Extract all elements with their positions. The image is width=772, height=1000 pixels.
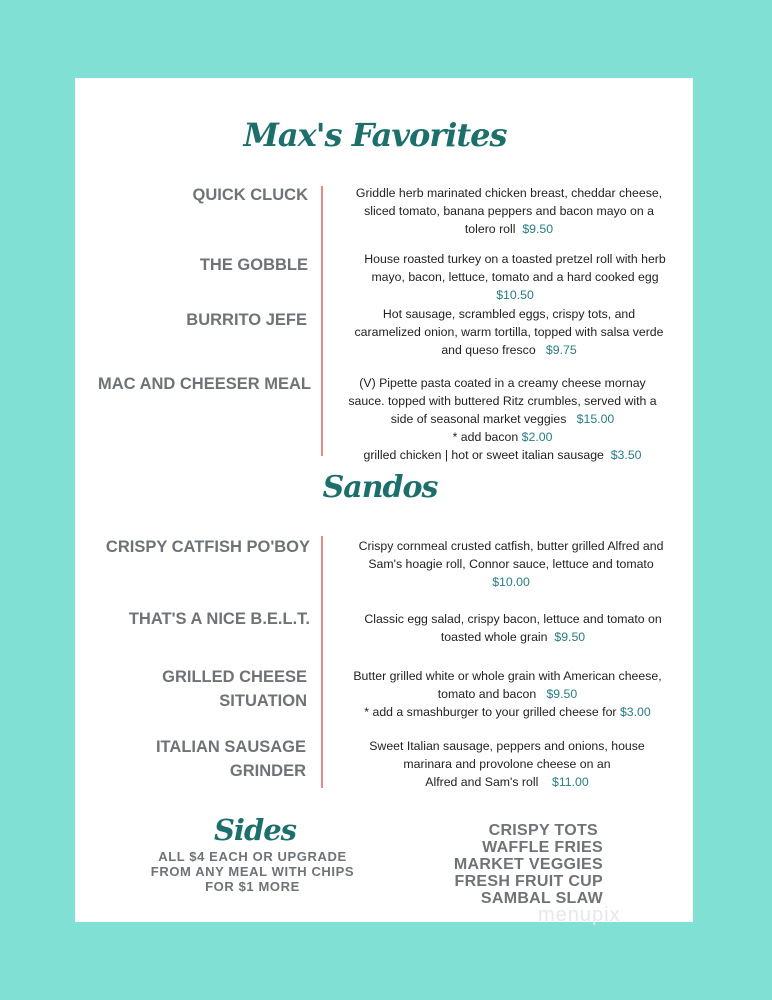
item-desc-nice-belt: Classic egg salad, crispy bacon, lettuce and tomato on toasted whole grain $9.50: [364, 612, 662, 644]
price: $11.00: [552, 775, 589, 789]
favorites-divider: [321, 186, 323, 456]
price: $9.50: [546, 687, 578, 701]
favorites-title: Max's Favorites: [243, 116, 507, 154]
item-name-crispy-catfish: CRISPY CATFISH PO'BOY: [105, 538, 310, 556]
item-desc-italian-sausage: Sweet Italian sausage, peppers and onions, house marinara and provolone cheese on an Alfred and Sam's roll $11.00: [369, 739, 645, 789]
menu-page: [75, 78, 693, 926]
sandos-title: Sandos: [322, 470, 438, 505]
item-desc-crispy-catfish: Crispy cornmeal crusted catfish, butter grilled Alfred and Sam's hoagie roll, Connor sauce, lettuce and tomato $10.00: [335, 537, 687, 591]
price: $9.50: [554, 630, 586, 644]
sides-list: [363, 822, 603, 907]
item-name-mac-and-cheeser-meal: MAC AND CHEESER MEAL: [98, 375, 311, 393]
item-desc-grilled-cheese: Butter grilled white or whole grain with American cheese, tomato and bacon $9.50 * add a smashburger to your grilled cheese for $3.00: [353, 669, 662, 719]
sides-note: ALL $4 EACH OR UPGRADE FROM ANY MEAL WITH CHIPS FOR $1 MORE: [150, 849, 355, 894]
side-item: FRESH FRUIT CUP: [454, 873, 603, 890]
item-desc-burrito-jefe: Hot sausage, scrambled eggs, crispy tots, and caramelized onion, warm tortilla, topped with salsa verde and queso fresco $9.75: [354, 307, 664, 357]
item-desc-mac-and-cheeser-meal: (V) Pipette pasta coated in a creamy cheese mornay sauce. topped with buttered Ritz crumbles, served with a side of seasonal market veggies $15.00 * add bacon $2.00 grilled chicken | hot or sweet italian sausage $3.50: [348, 376, 657, 462]
price: $3.50: [610, 448, 642, 462]
item-desc-quick-cluck: Griddle herb marinated chicken breast, cheddar cheese, sliced tomato, banana peppers and bacon mayo on a tolero roll $9.50: [355, 186, 663, 236]
price: $10.50: [496, 288, 534, 302]
item-name-grilled-cheese: GRILLED CHEESE SITUATION: [162, 668, 307, 710]
side-item: WAFFLE FRIES: [482, 839, 603, 856]
price: $9.75: [545, 343, 577, 357]
side-item: CRISPY TOTS: [488, 822, 598, 839]
item-name-burrito-jefe: BURRITO JEFE: [186, 311, 307, 329]
sandos-divider: [321, 536, 323, 788]
item-name-italian-sausage: ITALIAN SAUSAGE GRINDER: [155, 738, 306, 780]
price: $3.00: [619, 705, 651, 719]
item-name-the-gobble: THE GOBBLE: [199, 256, 308, 274]
sides-title: Sides: [213, 813, 296, 847]
price: $10.00: [492, 575, 530, 589]
price: $15.00: [576, 412, 615, 426]
side-item: SAMBAL SLAW: [480, 890, 603, 907]
watermark: menupix: [538, 904, 621, 926]
item-desc-the-gobble: House roasted turkey on a toasted pretzel roll with herb mayo, bacon, lettuce, tomato and a hard cooked egg $10.50: [340, 250, 690, 304]
item-name-nice-belt: THAT'S A NICE B.E.L.T.: [128, 610, 310, 628]
side-item: MARKET VEGGIES: [453, 856, 603, 873]
price: $9.50: [522, 222, 554, 236]
price: $2.00: [521, 430, 553, 444]
item-name-quick-cluck: QUICK CLUCK: [192, 186, 308, 204]
